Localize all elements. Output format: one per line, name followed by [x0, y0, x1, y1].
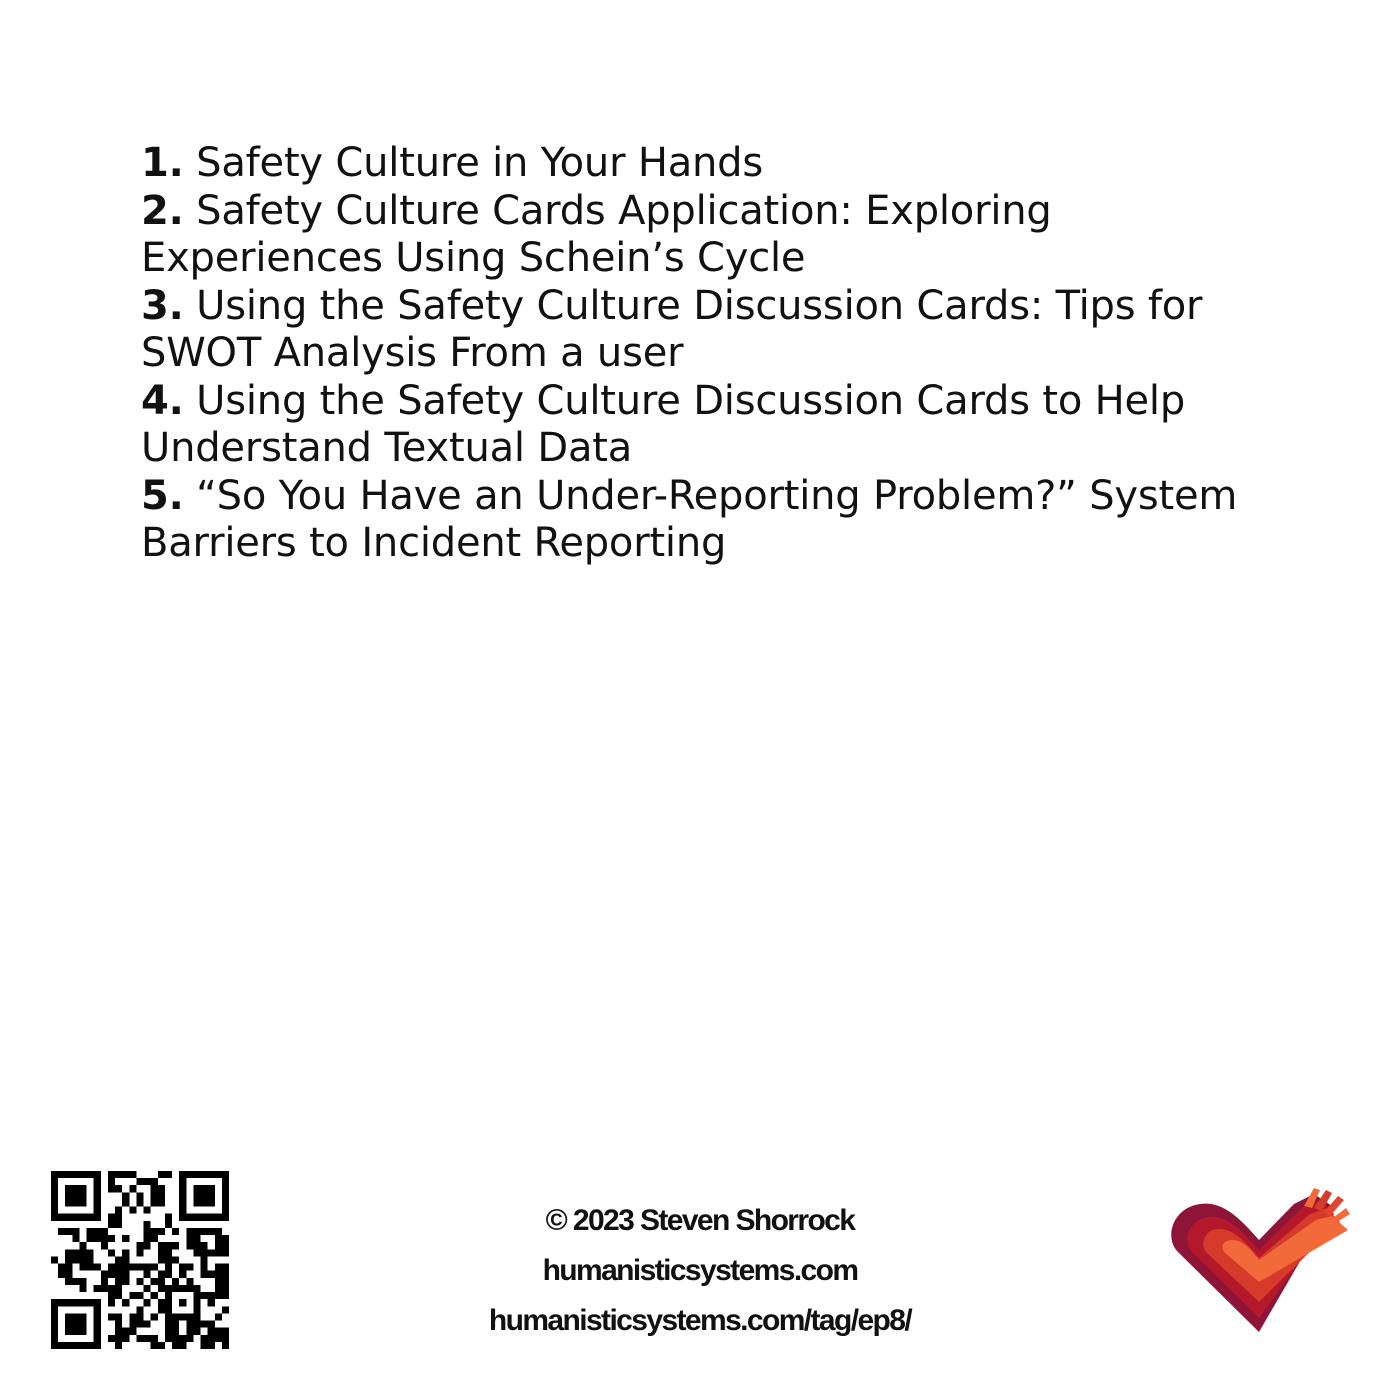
item-number: 1. [141, 140, 184, 186]
item-number: 5. [141, 472, 184, 519]
reading-list [141, 140, 1261, 568]
item-title: “So You Have an Under-Reporting Problem?” System Barriers to Incident Reporting [141, 472, 1238, 566]
reading-list-item-3[interactable] [141, 283, 1261, 378]
item-title: Safety Culture in Your Hands [196, 140, 763, 186]
item-title: Using the Safety Culture Discussion Cards to Help Understand Textual Data [141, 377, 1186, 471]
item-title: Safety Culture Cards Application: Exploring Experiences Using Schein’s Cycle [141, 187, 1052, 281]
tag-link[interactable]: humanisticsystems.com/tag/ep8/ [488, 1304, 912, 1337]
reading-list-item-2[interactable] [141, 188, 1261, 283]
item-number: 3. [141, 282, 184, 329]
footer [400, 1196, 1000, 1346]
item-title: Using the Safety Culture Discussion Cards: Tips for SWOT Analysis From a user [141, 282, 1203, 376]
website-link[interactable]: humanisticsystems.com [542, 1254, 858, 1287]
qr-code-icon[interactable] [51, 1171, 229, 1349]
copyright-text: © 2023 Steven Shorrock [545, 1204, 855, 1237]
item-number: 4. [141, 377, 184, 424]
item-number: 2. [141, 187, 184, 234]
reading-list-item-5[interactable] [141, 473, 1261, 568]
heart-hands-logo-icon [1164, 1186, 1354, 1336]
reading-list-item-1[interactable] [141, 140, 1261, 188]
reading-list-item-4[interactable] [141, 378, 1261, 473]
